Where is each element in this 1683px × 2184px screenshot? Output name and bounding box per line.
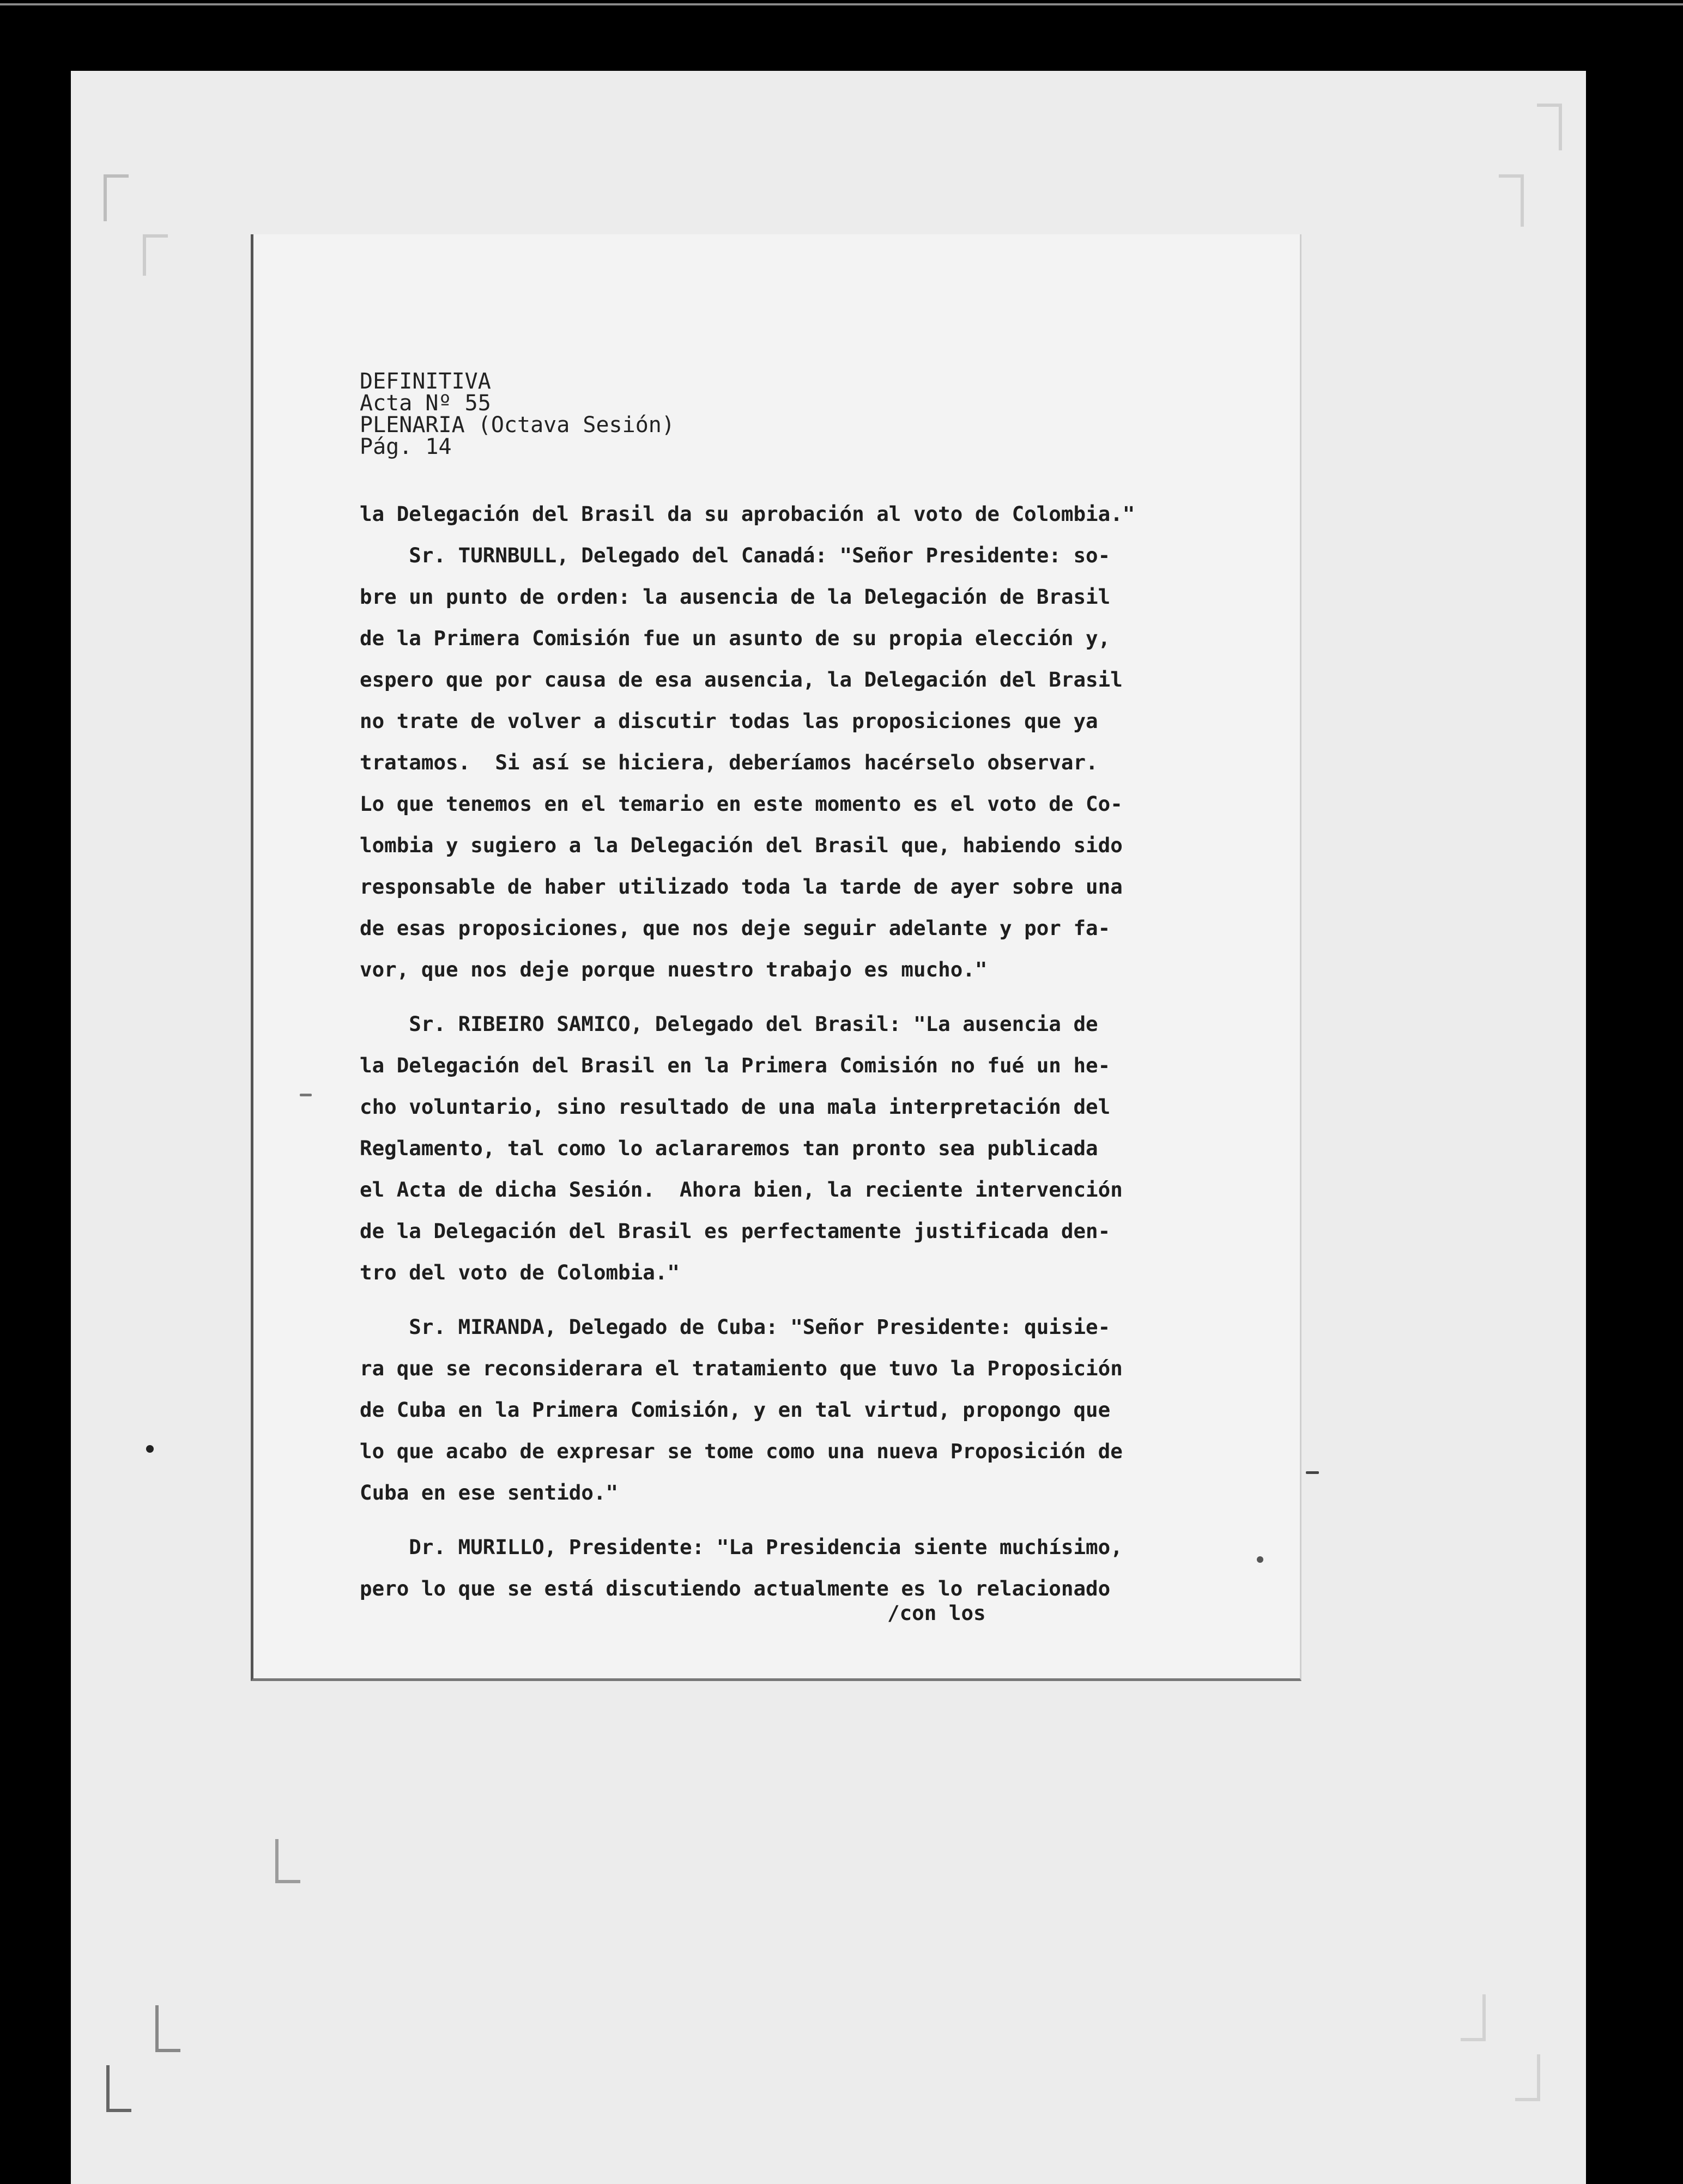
body-line: responsable de haber utilizado toda la tarde de ayer sobre una [360,875,1123,899]
dust-speck [1306,1471,1319,1474]
corner-mark-bottom-right [1515,2054,1540,2101]
paragraph-gap [360,1513,1123,1526]
body-line: no trate de volver a discutir todas las proposiciones que ya [360,709,1098,733]
header-act-number: Acta Nº 55 [360,391,491,416]
body-line: la Delegación del Brasil da su aprobación al voto de Colombia." [360,502,1135,526]
body-line: lombia y sugiero a la Delegación del Brasil que, habiendo sido [360,833,1123,857]
corner-mark-bottom-right-inner [1461,1994,1486,2041]
body-line: vor, que nos deje porque nuestro trabajo es mucho." [360,957,988,981]
corner-mark-bottom-left [155,2005,180,2052]
dust-speck [146,1445,154,1453]
header-session: PLENARIA (Octava Sesión) [360,412,675,438]
body-line: Sr. TURNBULL, Delegado del Canadá: "Señor Presidente: so- [360,543,1111,567]
body-line: Sr. RIBEIRO SAMICO, Delegado del Brasil: "La ausencia de [360,1012,1098,1036]
body-line: Reglamento, tal como lo aclararemos tan pronto sea publicada [360,1136,1098,1160]
body-line: cho voluntario, sino resultado de una mala interpretación del [360,1095,1111,1119]
body-line: tro del voto de Colombia." [360,1260,680,1284]
corner-mark-top-left [104,174,129,221]
document-body [360,493,1135,1609]
corner-mark-top-right [1537,104,1562,150]
body-line: Lo que tenemos en el temario en este momento es el voto de Co- [360,792,1123,816]
corner-mark-top-right-inner [1499,174,1524,227]
body-line: Cuba en ese sentido." [360,1481,619,1504]
document-header [360,371,675,458]
body-line: pero lo que se está discutiendo actualmente es lo relacionado [360,1576,1111,1600]
dust-speck [1257,1556,1263,1563]
film-top-edge [0,3,1683,5]
corner-mark-top-left-inner [143,234,168,276]
body-line: el Acta de dicha Sesión. Ahora bien, la reciente intervención [360,1178,1123,1202]
corner-mark-bottom-left-inner [275,1839,300,1883]
paragraph-gap [360,990,1123,1003]
body-line: bre un punto de orden: la ausencia de la Delegación de Brasil [360,585,1111,609]
corner-mark-bottom-left-outer [106,2065,131,2112]
body-line: ra que se reconsiderara el tratamiento que tuvo la Proposición [360,1356,1123,1380]
body-line: Sr. MIRANDA, Delegado de Cuba: "Señor Presidente: quisie- [360,1315,1111,1339]
body-line: de la Delegación del Brasil es perfectamente justificada den- [360,1219,1111,1243]
body-line: de Cuba en la Primera Comisión, y en tal virtud, propongo que [360,1398,1111,1422]
body-line: lo que acabo de expresar se tome como una nueva Proposición de [360,1439,1123,1463]
continuation-marker: /con los [887,1601,986,1625]
header-page-number: Pág. 14 [360,434,452,459]
body-line: Dr. MURILLO, Presidente: "La Presidencia siente muchísimo, [360,1535,1123,1559]
body-line: la Delegación del Brasil en la Primera Comisión no fué un he- [360,1053,1111,1077]
body-line: tratamos. Si así se hiciera, deberíamos hacérselo observar. [360,750,1098,774]
paragraph-gap [360,1293,1123,1306]
body-line: espero que por causa de esa ausencia, la Delegación del Brasil [360,668,1123,691]
dust-speck [300,1094,312,1096]
body-line: de esas proposiciones, que nos deje seguir adelante y por fa- [360,916,1111,940]
header-status: DEFINITIVA [360,369,491,394]
body-line: de la Primera Comisión fue un asunto de su propia elección y, [360,626,1111,650]
